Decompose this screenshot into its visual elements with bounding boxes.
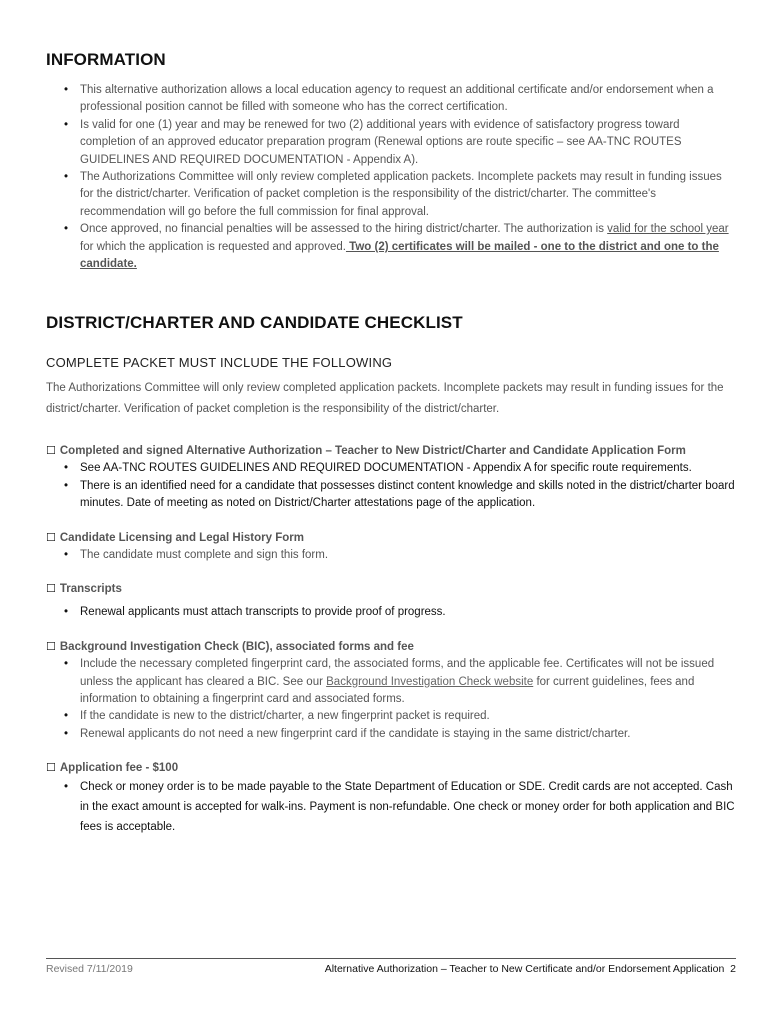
list-item: • The candidate must complete and sign this form. [46, 547, 736, 564]
checklist-heading: DISTRICT/CHARTER AND CANDIDATE CHECKLIST [46, 313, 463, 333]
bic-website-link[interactable]: Background Investigation Check website [326, 675, 534, 688]
info-bullet-4 [46, 221, 736, 273]
information-heading: INFORMATION [46, 50, 166, 69]
info-bullet-1: • This alternative authorization allows a local education agency to request an additional certificate and/or endorsement when a professional position cannot be filled with someone who has the correct certification. [46, 82, 736, 117]
checkbox[interactable]: ☐ [46, 582, 56, 596]
list-item: • See AA-TNC ROUTES GUIDELINES AND REQUIRED DOCUMENTATION - Appendix A for specific route requirements. [46, 460, 736, 477]
checklist-item-transcripts [46, 580, 736, 622]
list-item [46, 656, 736, 708]
footer-title [325, 963, 736, 975]
page-footer [46, 958, 736, 975]
info-bullet-3: • The Authorizations Committee will only review completed application packets. Incomplete packets may result in funding issues for the district/charter. Verification of packet completion is the responsibility of the district/charter. The committee's recommendation will go before the full commission for final approval. [46, 169, 736, 221]
checklist-subheading: COMPLETE PACKET MUST INCLUDE THE FOLLOWING [46, 355, 393, 371]
page-content [46, 50, 736, 837]
checklist-item-application-fee [46, 759, 736, 837]
bic-text: Include the necessary completed fingerprint card, the associated forms, and the applicable fee. Certificates will not be issued unless the applicant has cleared a BIC. See our [80, 658, 715, 688]
item-title: Background Investigation Check (BIC), associated forms and fee [59, 641, 414, 654]
valid-for-school-year: valid for the school year [607, 223, 729, 236]
checkbox[interactable]: ☐ [46, 530, 56, 544]
list-item: • Check or money order is to be made payable to the State Department of Education or SDE. Credit cards are not accepted. Cash in the exact amount is accepted for walk-ins. Payment is non-refundable. One check or money order for both application and BIC fees is acceptable. [46, 777, 736, 837]
checklist-item-bic [46, 638, 736, 743]
list-item: • If the candidate is new to the district/charter, a new fingerprint packet is required. [46, 708, 736, 725]
checkbox[interactable]: ☐ [46, 640, 56, 654]
information-list [46, 82, 736, 273]
page-number: 2 [730, 963, 736, 975]
list-item: • Renewal applicants must attach transcripts to provide proof of progress. [46, 602, 736, 622]
item-title: Application fee - $100 [59, 762, 179, 775]
item-title: Transcripts [59, 583, 122, 596]
list-item: • There is an identified need for a candidate that possesses distinct content knowledge and skills noted in the district/charter board minutes. Date of meeting as noted on District/Charter attestations page of the application. [46, 478, 736, 513]
footer-doc-title: Alternative Authorization – Teacher to New Certificate and/or Endorsement Application [324, 963, 725, 975]
two-certificates-note: Two (2) certificates will be mailed - one to the district and one to the candidate. [80, 240, 719, 271]
info-bullet-4-text: Once approved, no financial penalties will be assessed to the hiring district/charter. The authorization is [80, 223, 608, 236]
checklist-intro: The Authorizations Committee will only review completed application packets. Incomplete packets may result in funding issues for the district/charter. Verification of packet completion is the responsibility of the district/charter. [46, 382, 724, 416]
checkbox[interactable]: ☐ [46, 444, 56, 458]
revised-date: Revised 7/11/2019 [46, 963, 133, 975]
bic-text-2: for current guidelines, fees and information to obtaining a fingerprint card and associated forms. [80, 675, 695, 705]
item-title: Completed and signed Alternative Authorization – Teacher to New District/Charter and Candidate Application Form [59, 445, 686, 458]
checklist-item-application-form [46, 442, 736, 512]
checklist-item-licensing-form [46, 529, 736, 564]
checkbox[interactable]: ☐ [46, 761, 56, 775]
info-bullet-2: • Is valid for one (1) year and may be renewed for two (2) additional years with evidence of satisfactory progress toward completion of an approved educator preparation program (Renewal options are route specific – see AA-TNC ROUTES GUIDELINES AND REQUIRED DOCUMENTATION - Appendix A). [46, 117, 736, 169]
info-bullet-4-text-2: for which the application is requested and approved. [80, 240, 346, 253]
item-title: Candidate Licensing and Legal History Form [59, 531, 304, 544]
list-item: • Renewal applicants do not need a new fingerprint card if the candidate is staying in the same district/charter. [46, 726, 736, 743]
